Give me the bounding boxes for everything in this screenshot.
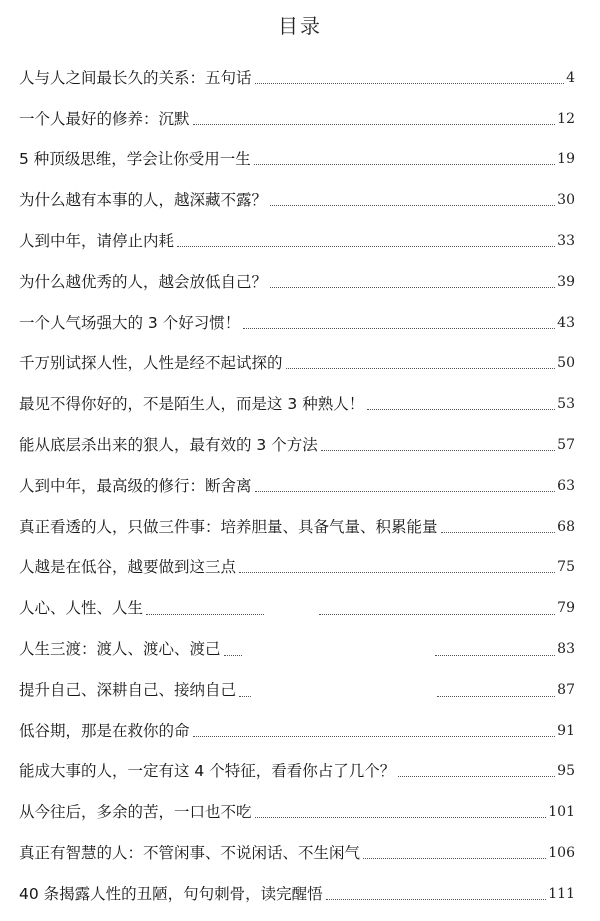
toc-page-number: 30 (557, 192, 575, 209)
toc-page-number: 57 (557, 436, 575, 453)
toc-page-number: 91 (557, 722, 575, 739)
toc-entry-title: 人生三渡：渡人、渡心、渡己 (19, 639, 221, 658)
toc-entry-title: 人到中年，请停止内耗 (19, 231, 175, 250)
dot-leader (146, 613, 555, 614)
toc-entry-title: 人到中年，最高级的修行：断舍离 (19, 476, 252, 495)
toc-entry[interactable] (19, 221, 575, 262)
dot-leader (239, 571, 555, 573)
toc-entry[interactable] (19, 262, 575, 303)
toc-page-number: 12 (557, 110, 575, 127)
dot-leader (326, 898, 547, 900)
dot-leader (193, 123, 556, 125)
toc-page-number: 101 (548, 804, 575, 821)
toc-entry[interactable] (19, 629, 575, 670)
dot-leader (398, 775, 555, 777)
dot-leader (255, 82, 565, 84)
toc-entry[interactable] (19, 588, 575, 629)
toc-page-number: 4 (566, 69, 575, 86)
toc-entry-title: 能成大事的人，一定有这 4 个特征，看看你占了几个？ (19, 762, 396, 781)
toc-page-number: 39 (557, 273, 575, 290)
toc-page-number: 53 (557, 396, 575, 413)
toc-page-number: 33 (557, 232, 575, 249)
toc-page-number: 83 (557, 640, 575, 657)
toc-entry-title: 能从底层杀出来的狠人，最有效的 3 个方法 (19, 435, 318, 454)
dot-leader (243, 327, 555, 329)
dot-leader (286, 367, 556, 369)
toc-entry[interactable] (19, 58, 575, 99)
toc-entry-title: 40 条揭露人性的丑陋，句句刺骨，读完醒悟 (19, 884, 323, 903)
toc-entry-title: 真正看透的人，只做三件事：培养胆量、具备气量、积累能量 (19, 517, 438, 536)
toc-entry[interactable] (19, 670, 575, 711)
dot-leader (255, 816, 547, 818)
toc-entry-title: 最见不得你好的，不是陌生人，而是这 3 种熟人！ (19, 395, 365, 414)
toc-page-number: 106 (548, 844, 575, 861)
toc-entry[interactable] (19, 833, 575, 874)
dot-leader (255, 490, 556, 492)
toc-page-number: 63 (557, 477, 575, 494)
dot-leader (193, 735, 556, 737)
toc-entry[interactable] (19, 384, 575, 425)
toc-entry[interactable] (19, 507, 575, 548)
toc-entry-title: 人心、人性、人生 (19, 599, 144, 618)
dot-leader (239, 695, 555, 696)
page-title: 目录 (278, 14, 322, 38)
toc-entry-title: 提升自己、深耕自己、接纳自己 (19, 680, 237, 699)
toc-page-number: 95 (557, 763, 575, 780)
table-of-contents (19, 58, 575, 915)
dot-leader (441, 531, 556, 533)
toc-entry[interactable] (19, 792, 575, 833)
dot-leader (254, 163, 555, 165)
dot-leader (270, 204, 555, 206)
toc-page-number: 43 (557, 314, 575, 331)
toc-page-number: 68 (557, 518, 575, 535)
toc-entry[interactable] (19, 99, 575, 140)
toc-page-number: 19 (557, 151, 575, 168)
toc-entry[interactable] (19, 425, 575, 466)
toc-entry-title: 为什么越有本事的人，越深藏不露？ (19, 191, 268, 210)
toc-entry-title: 人越是在低谷，越要做到这三点 (19, 558, 237, 577)
toc-entry-title: 5 种顶级思维，学会让你受用一生 (19, 150, 251, 169)
dot-leader (363, 857, 546, 859)
toc-entry-title: 为什么越优秀的人，越会放低自己？ (19, 272, 268, 291)
toc-entry-title: 千万别试探人性，人性是经不起试探的 (19, 354, 283, 373)
toc-entry[interactable] (19, 344, 575, 385)
toc-page-number: 79 (557, 600, 575, 617)
toc-entry[interactable] (19, 752, 575, 793)
toc-page-number: 111 (548, 885, 575, 902)
dot-leader (270, 286, 555, 288)
toc-entry[interactable] (19, 466, 575, 507)
toc-entry[interactable] (19, 140, 575, 181)
toc-entry-title: 从今往后，多余的苦，一口也不吃 (19, 803, 252, 822)
toc-entry-title: 低谷期，那是在救你的命 (19, 721, 190, 740)
dot-leader (367, 408, 555, 410)
toc-entry[interactable] (19, 711, 575, 752)
toc-entry-title: 真正有智慧的人：不管闲事、不说闲话、不生闲气 (19, 843, 361, 862)
toc-entry[interactable] (19, 874, 575, 915)
toc-entry[interactable] (19, 548, 575, 589)
toc-entry[interactable] (19, 180, 575, 221)
toc-page-number: 75 (557, 559, 575, 576)
dot-leader (224, 654, 556, 655)
toc-entry-title: 一个人气场强大的 3 个好习惯！ (19, 313, 241, 332)
dot-leader (177, 245, 555, 247)
toc-entry-title: 一个人最好的修养：沉默 (19, 109, 190, 128)
toc-entry[interactable] (19, 303, 575, 344)
dot-leader (321, 449, 555, 451)
toc-page-number: 87 (557, 681, 575, 698)
toc-entry-title: 人与人之间最长久的关系：五句话 (19, 68, 252, 87)
toc-page-number: 50 (557, 355, 575, 372)
